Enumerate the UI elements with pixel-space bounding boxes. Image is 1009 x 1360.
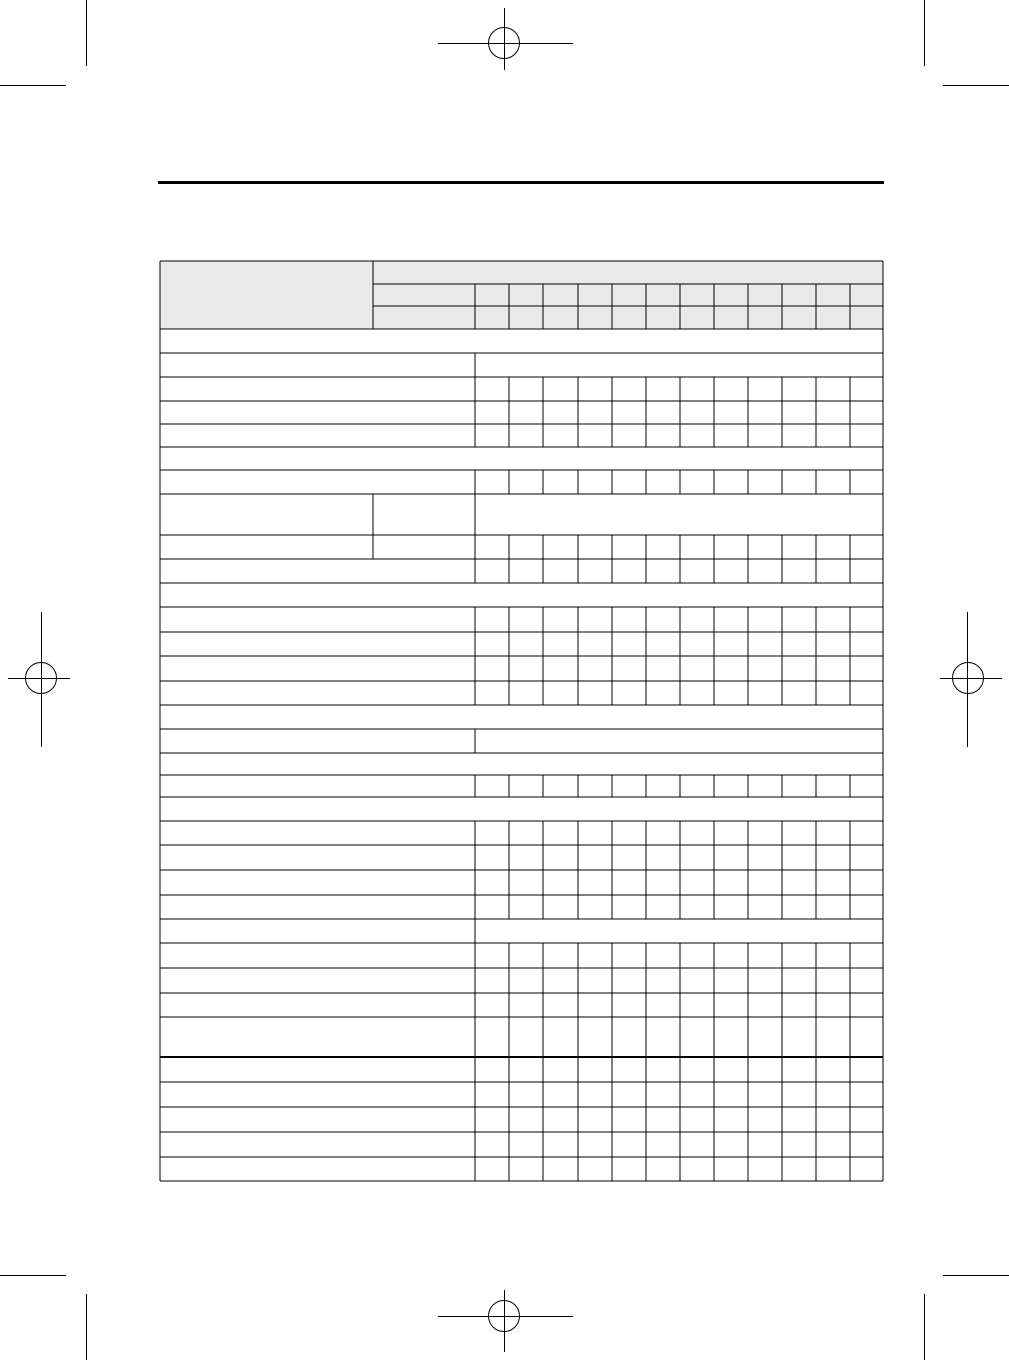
table-header-block <box>160 261 883 329</box>
